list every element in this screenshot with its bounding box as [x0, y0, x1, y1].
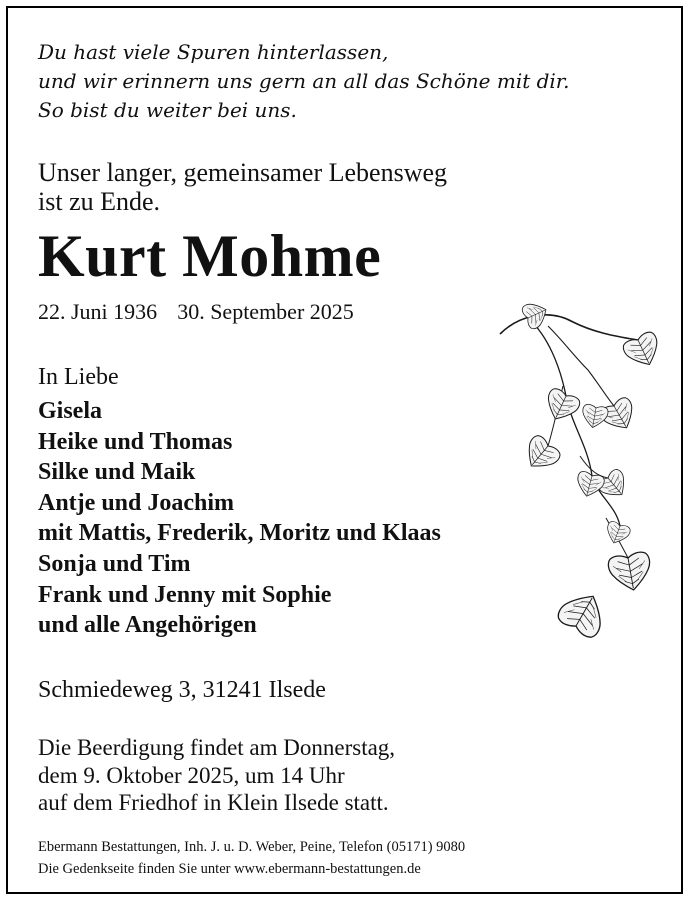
funeral-line-1: Die Beerdigung findet am Donnerstag, [38, 735, 396, 760]
mourner-line: mit Mattis, Frederik, Moritz und Klaas [38, 520, 441, 547]
life-dates [38, 298, 354, 326]
footer [38, 836, 465, 880]
poem-line-1: Du hast viele Spuren hinterlassen, [38, 40, 389, 64]
intro-line-2: ist zu Ende. [38, 187, 161, 216]
deceased-name: Kurt Mohme [38, 223, 382, 289]
mourner-line: Gisela [38, 398, 102, 424]
mourner-line: Frank und Jenny mit Sophie [38, 581, 332, 608]
poem-line-2: und wir erinnern uns gern an all das Schöne mit dir. [38, 69, 570, 93]
funeral-info [38, 734, 395, 817]
memorial-page-info: Die Gedenkseite finden Sie unter www.ebermann-bestattungen.de [38, 861, 421, 877]
birch-branch-icon [488, 296, 668, 686]
mourner-line: Antje und Joachim [38, 489, 235, 516]
death-date: 30. September 2025 [177, 299, 354, 324]
mourner-line: Heike und Thomas [38, 428, 233, 455]
birth-date: 22. Juni 1936 [38, 299, 158, 324]
mourner-line: Sonja und Tim [38, 550, 191, 577]
poem [38, 38, 658, 125]
intro-text [38, 158, 598, 216]
intro-line-1: Unser langer, gemeinsamer Lebensweg [38, 158, 448, 187]
funeral-line-2: dem 9. Oktober 2025, um 14 Uhr [38, 762, 345, 788]
funeral-line-3: auf dem Friedhof in Klein Ilsede statt. [38, 790, 389, 815]
mourner-line: Silke und Maik [38, 459, 196, 486]
undertaker-info: Ebermann Bestattungen, Inh. J. u. D. Weber, Peine, Telefon (05171) 9080 [38, 839, 466, 855]
address: Schmiedeweg 3, 31241 Ilsede [38, 677, 326, 703]
mourners-list [38, 396, 441, 641]
poem-line-3: So bist du weiter bei uns. [38, 98, 297, 122]
mourners-intro: In Liebe [38, 364, 119, 390]
mourner-line: und alle Angehörigen [38, 612, 257, 639]
